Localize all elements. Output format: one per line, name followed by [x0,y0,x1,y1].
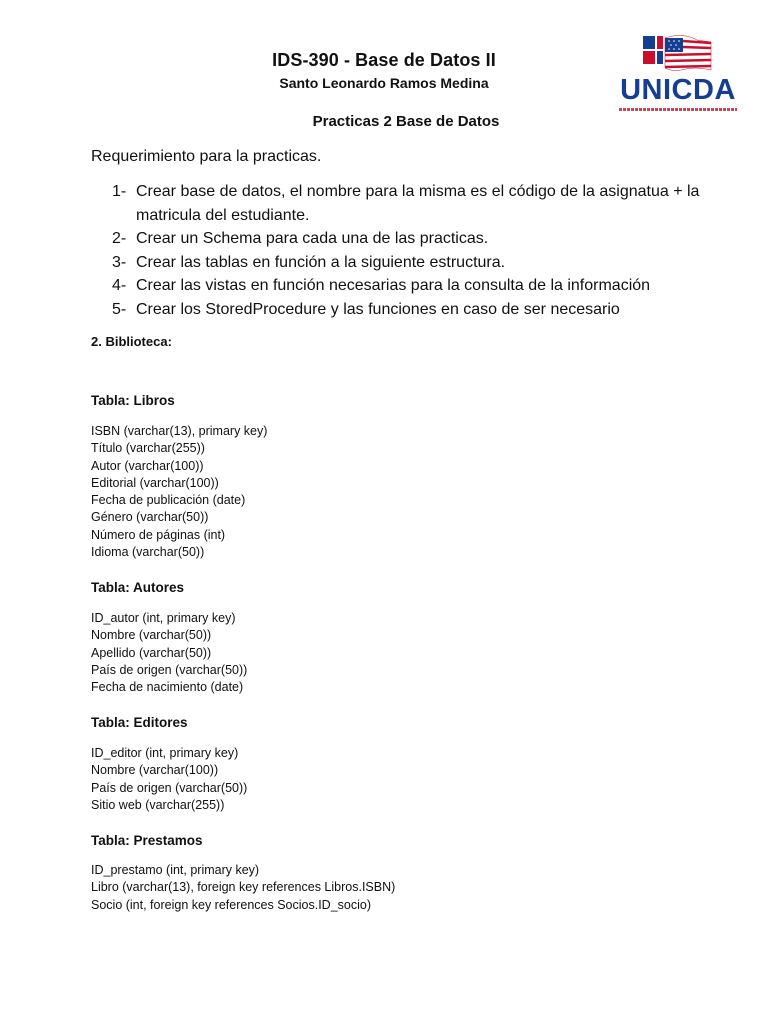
requirements-list [112,180,712,322]
field-item: ISBN (varchar(13), primary key) [91,424,268,438]
list-item [112,227,712,251]
field-item: Apellido (varchar(50)) [91,645,212,660]
field-item: Fecha de publicación (date) [91,493,246,508]
list-item [112,251,712,275]
field-item: Idioma (varchar(50)) [91,545,205,560]
list-item-number: 3- [112,253,127,271]
requirements-intro: Requerimiento para la practicas. [91,148,322,165]
list-item-number: 1- [112,183,127,200]
logo-wordmark: UNICDA [620,74,736,106]
field-item: Título (varchar(255)) [91,441,205,456]
flag-emblem-icon [617,30,739,76]
document-title: IDS-390 - Base de Datos II [272,50,496,70]
field-item: Nombre (varchar(50)) [91,628,212,643]
field-list-prestamos [91,862,395,914]
field-item: País de origen (varchar(50)) [91,662,248,677]
field-list-autores [91,610,247,696]
table-heading-autores: Tabla: Autores [91,580,185,595]
list-item-text: Crear las tablas en función a la siguiente estructura. [136,253,506,271]
author-name: Santo Leonardo Ramos Medina [279,75,489,91]
field-item: Género (varchar(50)) [91,510,209,525]
section-heading-biblioteca: 2. Biblioteca: [91,334,172,349]
field-item: Editorial (varchar(100)) [91,475,219,490]
field-list-libros [91,423,267,561]
list-item-number: 2- [112,230,127,248]
logo-tagline [619,108,737,111]
list-item-text: Crear los StoredProcedure y las funciones en caso de ser necesario [136,300,620,318]
list-item [112,298,712,322]
table-heading-prestamos: Tabla: Prestamos [91,833,203,848]
list-item-text: Crear base de datos, el nombre para la misma es el código de la asignatua + la matricula del estudiante. [136,183,700,224]
list-item-number: 4- [112,277,127,295]
table-heading-editores: Tabla: Editores [91,715,188,730]
field-item: ID_prestamo (int, primary key) [91,863,260,877]
field-item: ID_editor (int, primary key) [91,746,239,760]
field-list-editores [91,745,247,814]
field-item: Fecha de nacimiento (date) [91,680,244,695]
field-item: Sitio web (varchar(255)) [91,797,225,812]
field-item: Libro (varchar(13), foreign key references Libros.ISBN) [91,880,396,895]
unicda-logo [617,30,739,112]
list-item-number: 5- [112,300,127,318]
field-item: ID_autor (int, primary key) [91,611,236,625]
list-item [112,180,712,227]
field-item: Autor (varchar(100)) [91,458,204,473]
field-item: Número de páginas (int) [91,527,226,542]
list-item-text: Crear un Schema para cada una de las practicas. [136,230,489,248]
list-item-text: Crear las vistas en función necesarias para la consulta de la información [136,277,651,295]
field-item: Nombre (varchar(100)) [91,763,219,778]
table-heading-libros: Tabla: Libros [91,393,175,408]
practice-title: Practicas 2 Base de Datos [312,113,500,130]
field-item: País de origen (varchar(50)) [91,780,248,795]
list-item [112,274,712,298]
field-item: Socio (int, foreign key references Socios.ID_socio) [91,897,371,912]
